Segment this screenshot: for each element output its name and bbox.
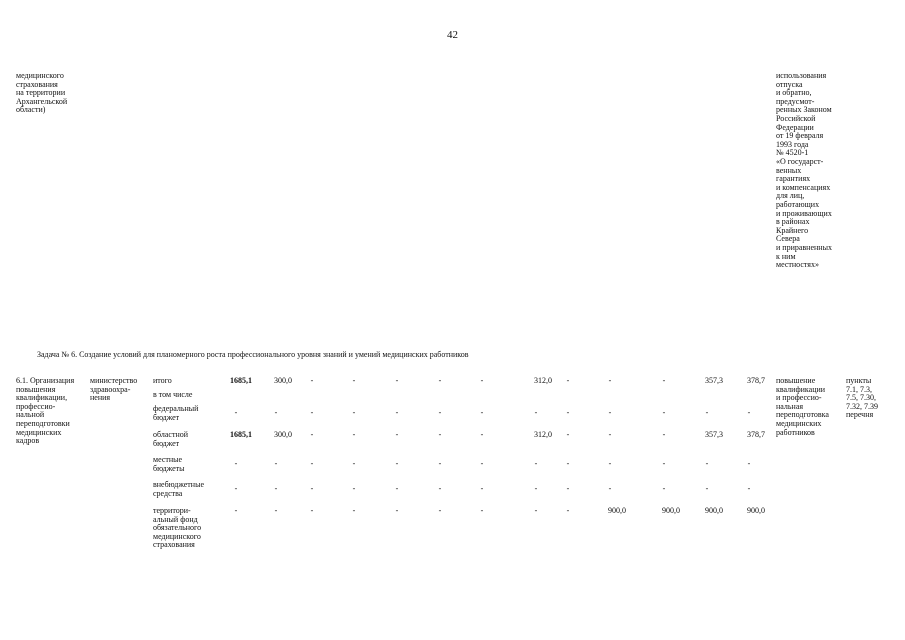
source-label-line: медицинского (153, 531, 201, 541)
continued-result-line: предусмот- (776, 96, 815, 106)
source-label-line: внебюджетные (153, 480, 204, 489)
result-line: квалификации (776, 384, 826, 394)
source-label-line: территори- (153, 506, 191, 515)
source-label-line: страхования (153, 540, 195, 550)
value-cell: 900,0 (662, 506, 680, 515)
source-label-line: средства (153, 488, 183, 498)
executor-line: нения (90, 393, 111, 403)
value-cell: 900,0 (608, 506, 626, 515)
source-label-line: бюджет (153, 412, 180, 422)
value-cell: - (662, 376, 666, 385)
item-title-line: переподготовки (16, 419, 70, 428)
value-cell: - (480, 408, 484, 417)
references-line: 7.32, 7.39 (846, 401, 878, 411)
value-cell: - (705, 459, 709, 468)
value-cell: - (608, 430, 612, 439)
value-cell: 900,0 (705, 506, 723, 515)
value-cell: - (234, 459, 238, 468)
continued-cell-line: медицинского (16, 71, 64, 80)
value-cell: - (395, 459, 399, 468)
value-cell: - (566, 408, 570, 417)
value-cell: - (705, 408, 709, 417)
item-title-line: 6.1. Организация (16, 376, 75, 385)
source-label-line: местные (153, 455, 183, 464)
item-title-line: профессио- (16, 401, 56, 411)
continued-result-line: и приравненных (776, 243, 832, 252)
value-cell: - (234, 506, 238, 515)
value-cell: - (274, 459, 278, 468)
continued-result-line: в районах (776, 217, 810, 227)
value-cell: - (608, 459, 612, 468)
value-cell: 300,0 (274, 376, 292, 385)
value-cell: 378,7 (747, 376, 765, 385)
value-cell: - (662, 408, 666, 417)
source-label-line: в том числе (153, 390, 193, 399)
value-cell: - (438, 430, 442, 439)
continued-cell-line: страхования (16, 79, 58, 89)
executor-line: министерство (90, 376, 138, 385)
continued-result-line: отпуска (776, 79, 803, 89)
continued-result-line: Крайнего (776, 225, 809, 235)
value-cell: - (566, 506, 570, 515)
continued-result-line: и проживающих (776, 208, 832, 218)
continued-result-line: Российской (776, 114, 816, 123)
continued-result-line: к ним (776, 251, 796, 261)
item-title-line: повышения (16, 384, 56, 394)
value-cell: - (352, 484, 356, 493)
value-cell: 378,7 (747, 430, 765, 439)
result-line: медицинских (776, 419, 822, 428)
item-title-line: медицинских (16, 427, 62, 437)
value-cell: - (608, 376, 612, 385)
value-cell: - (534, 408, 538, 417)
value-cell: - (566, 376, 570, 385)
value-cell: - (662, 430, 666, 439)
value-cell: - (747, 459, 751, 468)
value-cell: - (438, 484, 442, 493)
continued-result-line: работающих (776, 200, 820, 209)
value-cell: - (274, 506, 278, 515)
value-cell: - (438, 376, 442, 385)
source-label-line: федеральный (153, 404, 199, 413)
value-cell: - (608, 484, 612, 493)
continued-result-line: местностях» (776, 260, 819, 270)
value-cell: - (352, 408, 356, 417)
source-label-line: областной (153, 430, 189, 439)
continued-result-line: и обратно, (776, 88, 812, 98)
value-cell: - (662, 484, 666, 493)
value-cell: - (480, 376, 484, 385)
value-cell: - (310, 430, 314, 439)
value-cell: 1685,1 (230, 430, 252, 439)
references-line: 7.5, 7.30, (846, 393, 876, 403)
value-cell: 312,0 (534, 430, 552, 439)
value-cell: - (352, 376, 356, 385)
value-cell: - (662, 459, 666, 468)
references-line: пункты (846, 376, 872, 385)
value-cell: 900,0 (747, 506, 765, 515)
continued-result-line: 1993 года (776, 139, 809, 149)
source-label-line: альный фонд (153, 514, 198, 524)
value-cell: - (310, 408, 314, 417)
value-cell: - (352, 430, 356, 439)
value-cell: - (310, 484, 314, 493)
source-label-line: итого (153, 376, 172, 385)
continued-cell-line: области) (16, 105, 46, 115)
value-cell: - (438, 408, 442, 417)
value-cell: - (438, 506, 442, 515)
item-title-line: нальной (16, 410, 45, 420)
value-cell: - (310, 376, 314, 385)
value-cell: - (274, 408, 278, 417)
value-cell: - (480, 484, 484, 493)
value-cell: - (747, 484, 751, 493)
value-cell: - (395, 376, 399, 385)
continued-result-line: для лиц, (776, 191, 805, 201)
continued-result-line: гарантиях (776, 174, 811, 184)
executor-line: здравоохра- (90, 384, 131, 394)
continued-result-line: «О государст- (776, 157, 824, 166)
value-cell: - (534, 484, 538, 493)
source-label-line: бюджеты (153, 463, 185, 473)
value-cell: 1685,1 (230, 376, 252, 385)
value-cell: - (352, 506, 356, 515)
task-heading: Задача № 6. Создание условий для планомерного роста профессионального уровня знаний и умений медицинских работников (37, 350, 469, 359)
value-cell: - (395, 484, 399, 493)
value-cell: - (274, 484, 278, 493)
continued-result-line: венных (776, 165, 802, 175)
value-cell: - (310, 459, 314, 468)
value-cell: - (566, 459, 570, 468)
continued-result-line: от 19 февраля (776, 131, 824, 141)
result-line: повышение (776, 376, 816, 385)
value-cell: - (480, 459, 484, 468)
item-title-line: квалификации, (16, 393, 68, 403)
source-label-line: обязательного (153, 523, 202, 533)
continued-result-line: Севера (776, 234, 800, 244)
continued-result-line: и компенсациях (776, 182, 831, 192)
value-cell: - (310, 506, 314, 515)
value-cell: - (534, 506, 538, 515)
result-line: нальная (776, 401, 804, 411)
value-cell: - (566, 484, 570, 493)
continued-result-line: использования (776, 71, 827, 80)
value-cell: - (352, 459, 356, 468)
value-cell: - (395, 506, 399, 515)
result-line: переподготовка (776, 410, 829, 420)
continued-cell-line: Архангельской (16, 96, 68, 106)
value-cell: - (566, 430, 570, 439)
value-cell: 357,3 (705, 430, 723, 439)
source-label-line: бюджет (153, 438, 180, 448)
value-cell: - (608, 408, 612, 417)
value-cell: - (534, 459, 538, 468)
value-cell: - (438, 459, 442, 468)
value-cell: - (480, 506, 484, 515)
result-line: и профессио- (776, 393, 822, 403)
value-cell: - (395, 408, 399, 417)
references-line: перечня (846, 410, 874, 420)
value-cell: - (395, 430, 399, 439)
continued-result-line: ренных Законом (776, 105, 832, 115)
value-cell: - (705, 484, 709, 493)
item-title-line: кадров (16, 436, 40, 446)
value-cell: - (234, 408, 238, 417)
value-cell: 312,0 (534, 376, 552, 385)
references-line: 7.1, 7.3, (846, 384, 872, 394)
continued-result-line: № 4520-1 (776, 148, 809, 158)
page-number: 42 (447, 29, 458, 41)
result-line: работников (776, 427, 815, 437)
value-cell: - (747, 408, 751, 417)
continued-cell-line: на территории (16, 88, 66, 98)
value-cell: - (234, 484, 238, 493)
value-cell: 357,3 (705, 376, 723, 385)
value-cell: 300,0 (274, 430, 292, 439)
value-cell: - (480, 430, 484, 439)
continued-result-line: Федерации (776, 122, 814, 132)
